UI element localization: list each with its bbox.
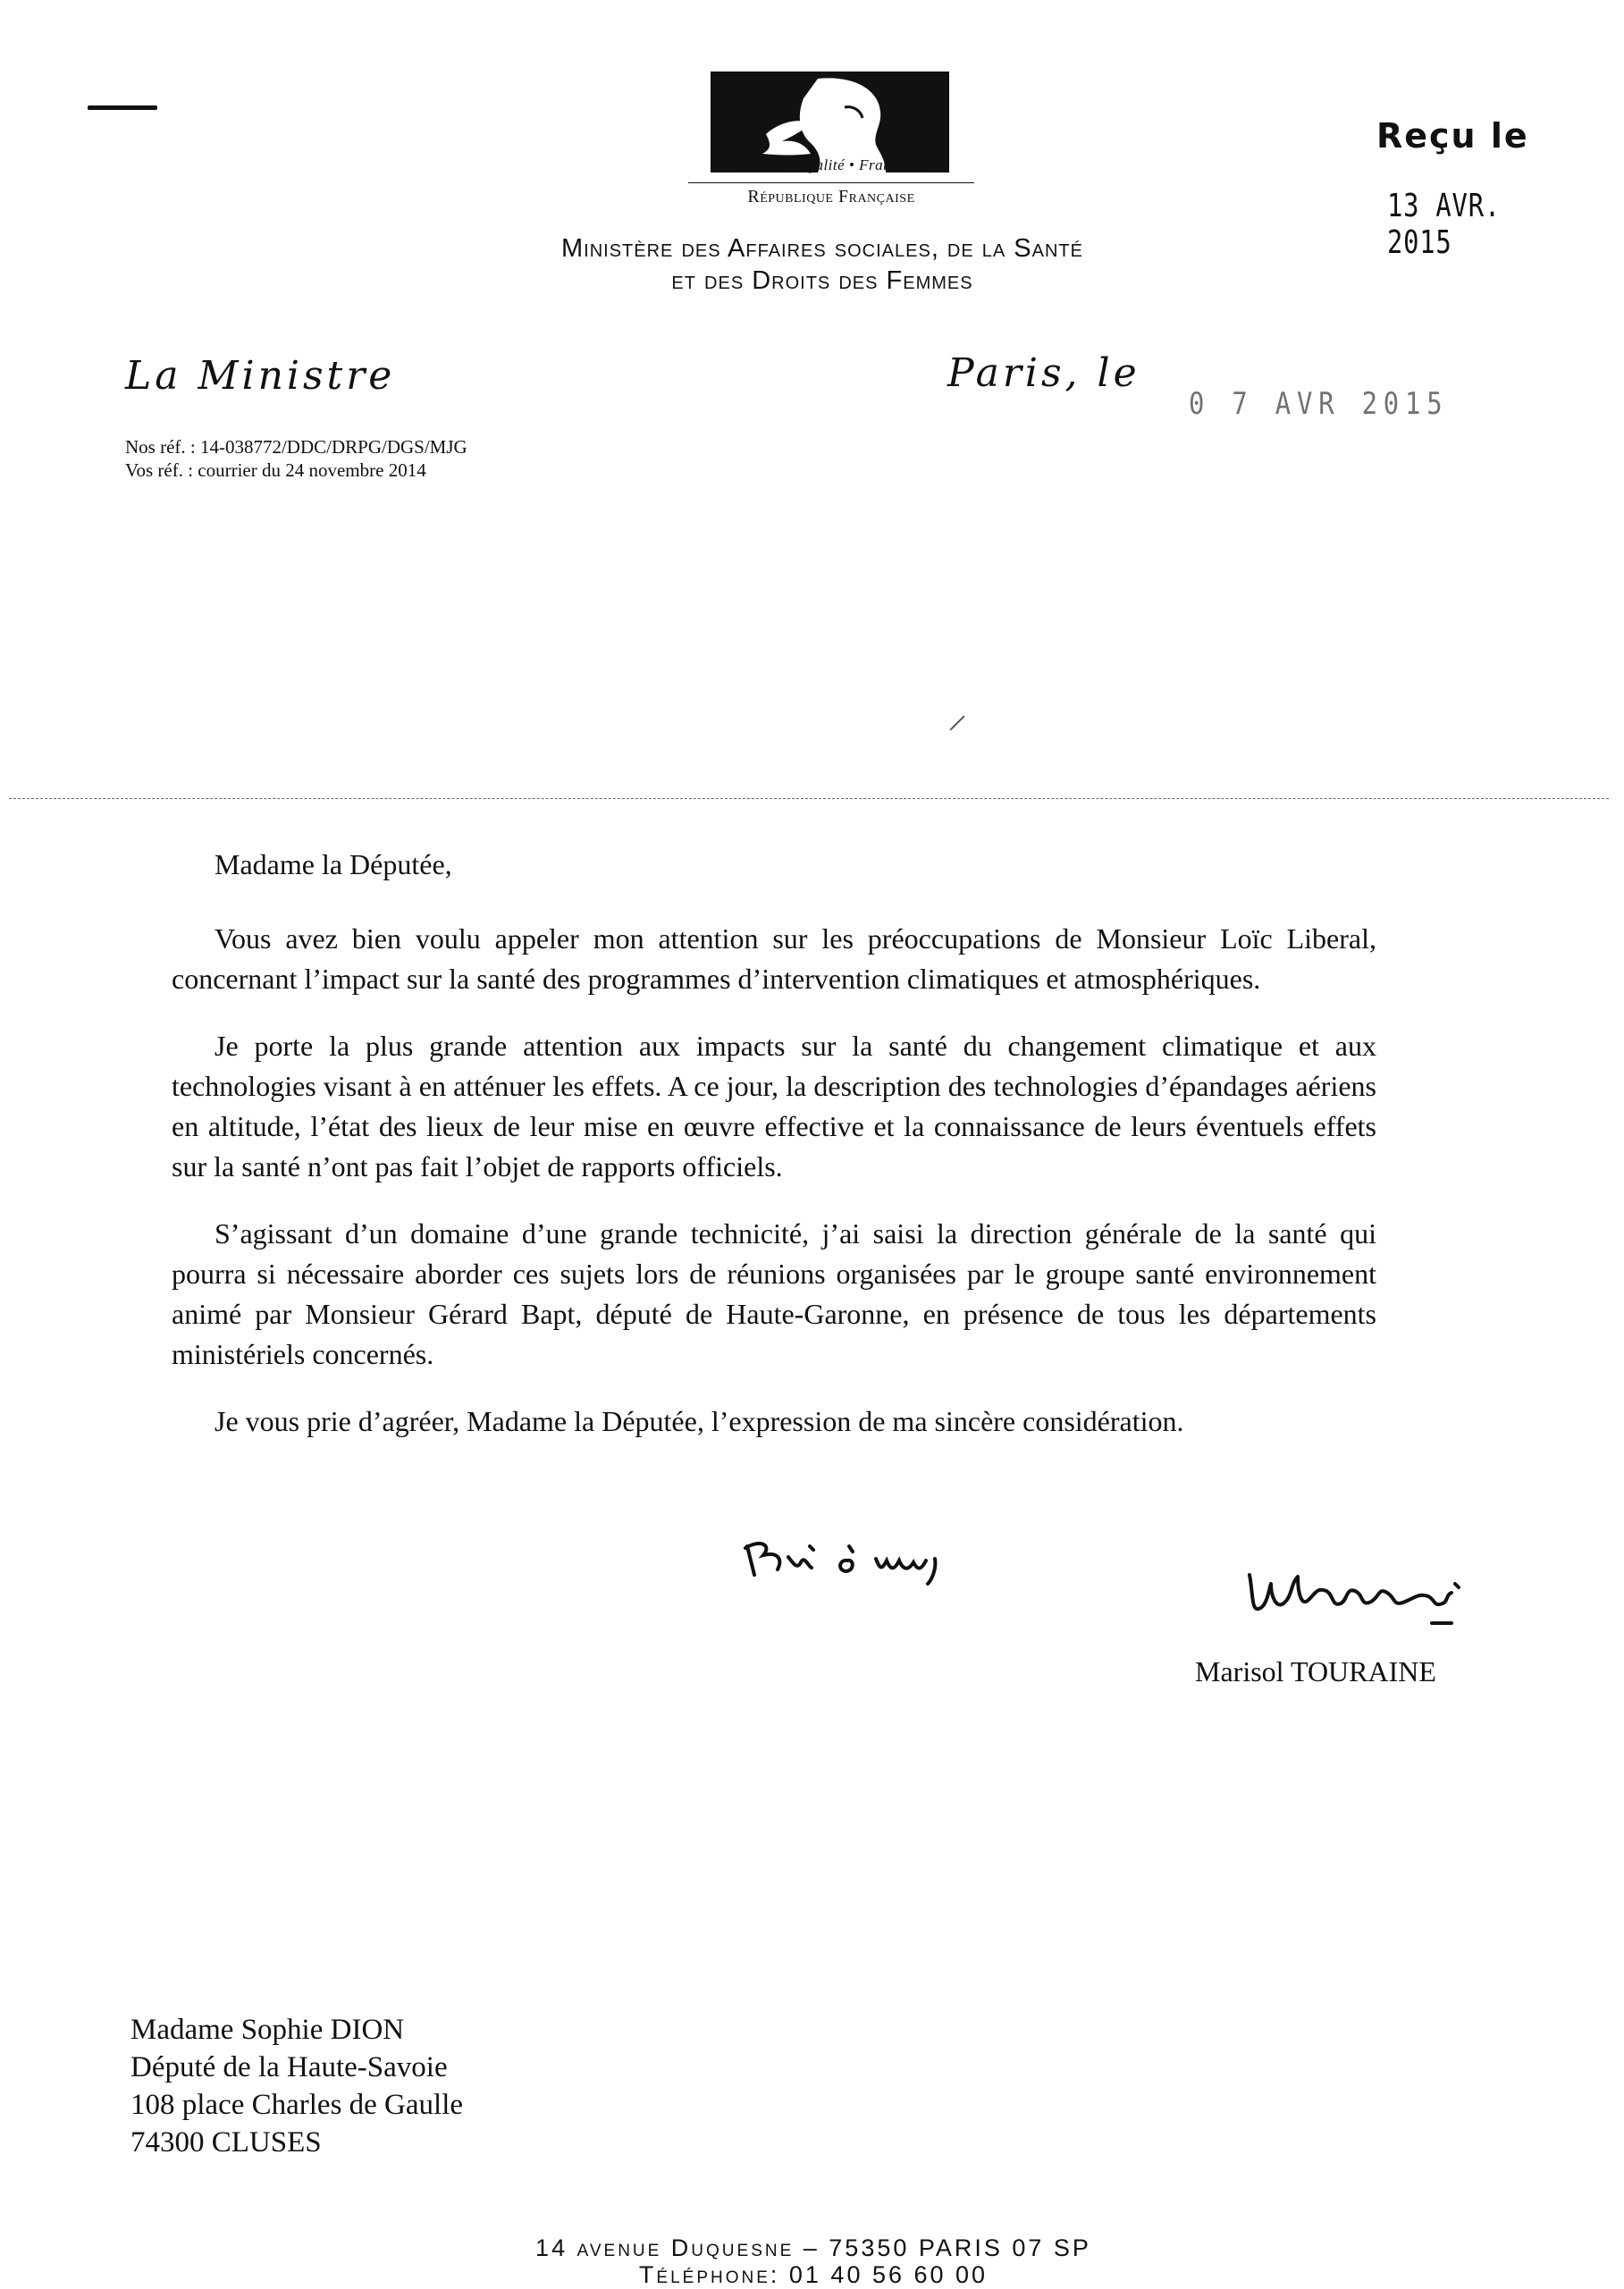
paragraph-4: Je vous prie d’agréer, Madame la Députée, l’expression de ma sincère considération. (215, 1405, 1184, 1437)
fold-line (9, 798, 1609, 799)
ministry-name-line1: Ministère des Affaires sociales, de la Santé (561, 234, 1083, 263)
paragraph-1: Vous avez bien voulu appeler mon attention sur les préoccupations de Monsieur Loïc Liberal, concernant l’impact sur la santé des programmes d’intervention climatiques et atmosphériques. (172, 922, 1376, 995)
dispatch-date-stamp: 0 7 AVR 2015 (1189, 386, 1449, 422)
handwritten-closing-icon (742, 1519, 1028, 1591)
letter-body (172, 845, 1376, 1468)
received-date: 13 AVR. 2015 (1387, 188, 1501, 261)
handwritten-closing (742, 1519, 1028, 1595)
place-date-label: Paris, le (947, 350, 1140, 396)
recipient-address (130, 2011, 463, 2161)
salutation: Madame la Députée, (215, 848, 452, 880)
footer-phone: Téléphone: 01 40 56 60 00 (638, 2261, 989, 2288)
recipient-city: 74300 CLUSES (130, 2126, 322, 2159)
paragraph-3: S’agissant d’un domaine d’une grande technicité, j’ai saisi la direction générale de la santé qui pourra si nécessaire aborder ces sujets lors de réunions organisées par le groupe santé environnement animé par Monsieur Gérard Bapt, député de Haute-Garonne, en présence de tous les départements ministériels concernés. (172, 1217, 1376, 1370)
your-reference: Vos réf. : courrier du 24 novembre 2014 (125, 459, 426, 481)
republique-francaise: République Française (688, 182, 974, 207)
signature (1244, 1557, 1512, 1642)
received-label: Reçu le (1376, 116, 1529, 156)
ministry-name-line2: et des Droits des Femmes (671, 266, 973, 295)
recipient-street: 108 place Charles de Gaulle (130, 2089, 464, 2121)
minister-title: La Ministre (125, 353, 396, 399)
scan-mark (88, 105, 157, 110)
signature-icon (1244, 1557, 1512, 1637)
fold-mark (950, 716, 965, 731)
references-block (125, 435, 467, 482)
recipient-name: Madame Sophie DION (130, 2014, 405, 2046)
republic-motto: Liberté • Égalité • Fraternité (736, 156, 926, 173)
footer-address: 14 avenue Duquesne – 75350 PARIS 07 SP (535, 2234, 1091, 2261)
our-reference: Nos réf. : 14-038772/DDC/DRPG/DGS/MJG (125, 436, 467, 458)
recipient-title: Député de la Haute-Savoie (130, 2051, 448, 2083)
paragraph-2: Je porte la plus grande attention aux impacts sur la santé du changement climatique et aux technologies visant à en atténuer les effets. A ce jour, la description des technologies d’épandages aériens en altitude, l’état des lieux de leur mise en œuvre effective et la connaissance de leurs éventuels effets sur la santé n’ont pas fait l’objet de rapports officiels. (172, 1030, 1376, 1182)
signatory-name: Marisol TOURAINE (1195, 1655, 1436, 1687)
